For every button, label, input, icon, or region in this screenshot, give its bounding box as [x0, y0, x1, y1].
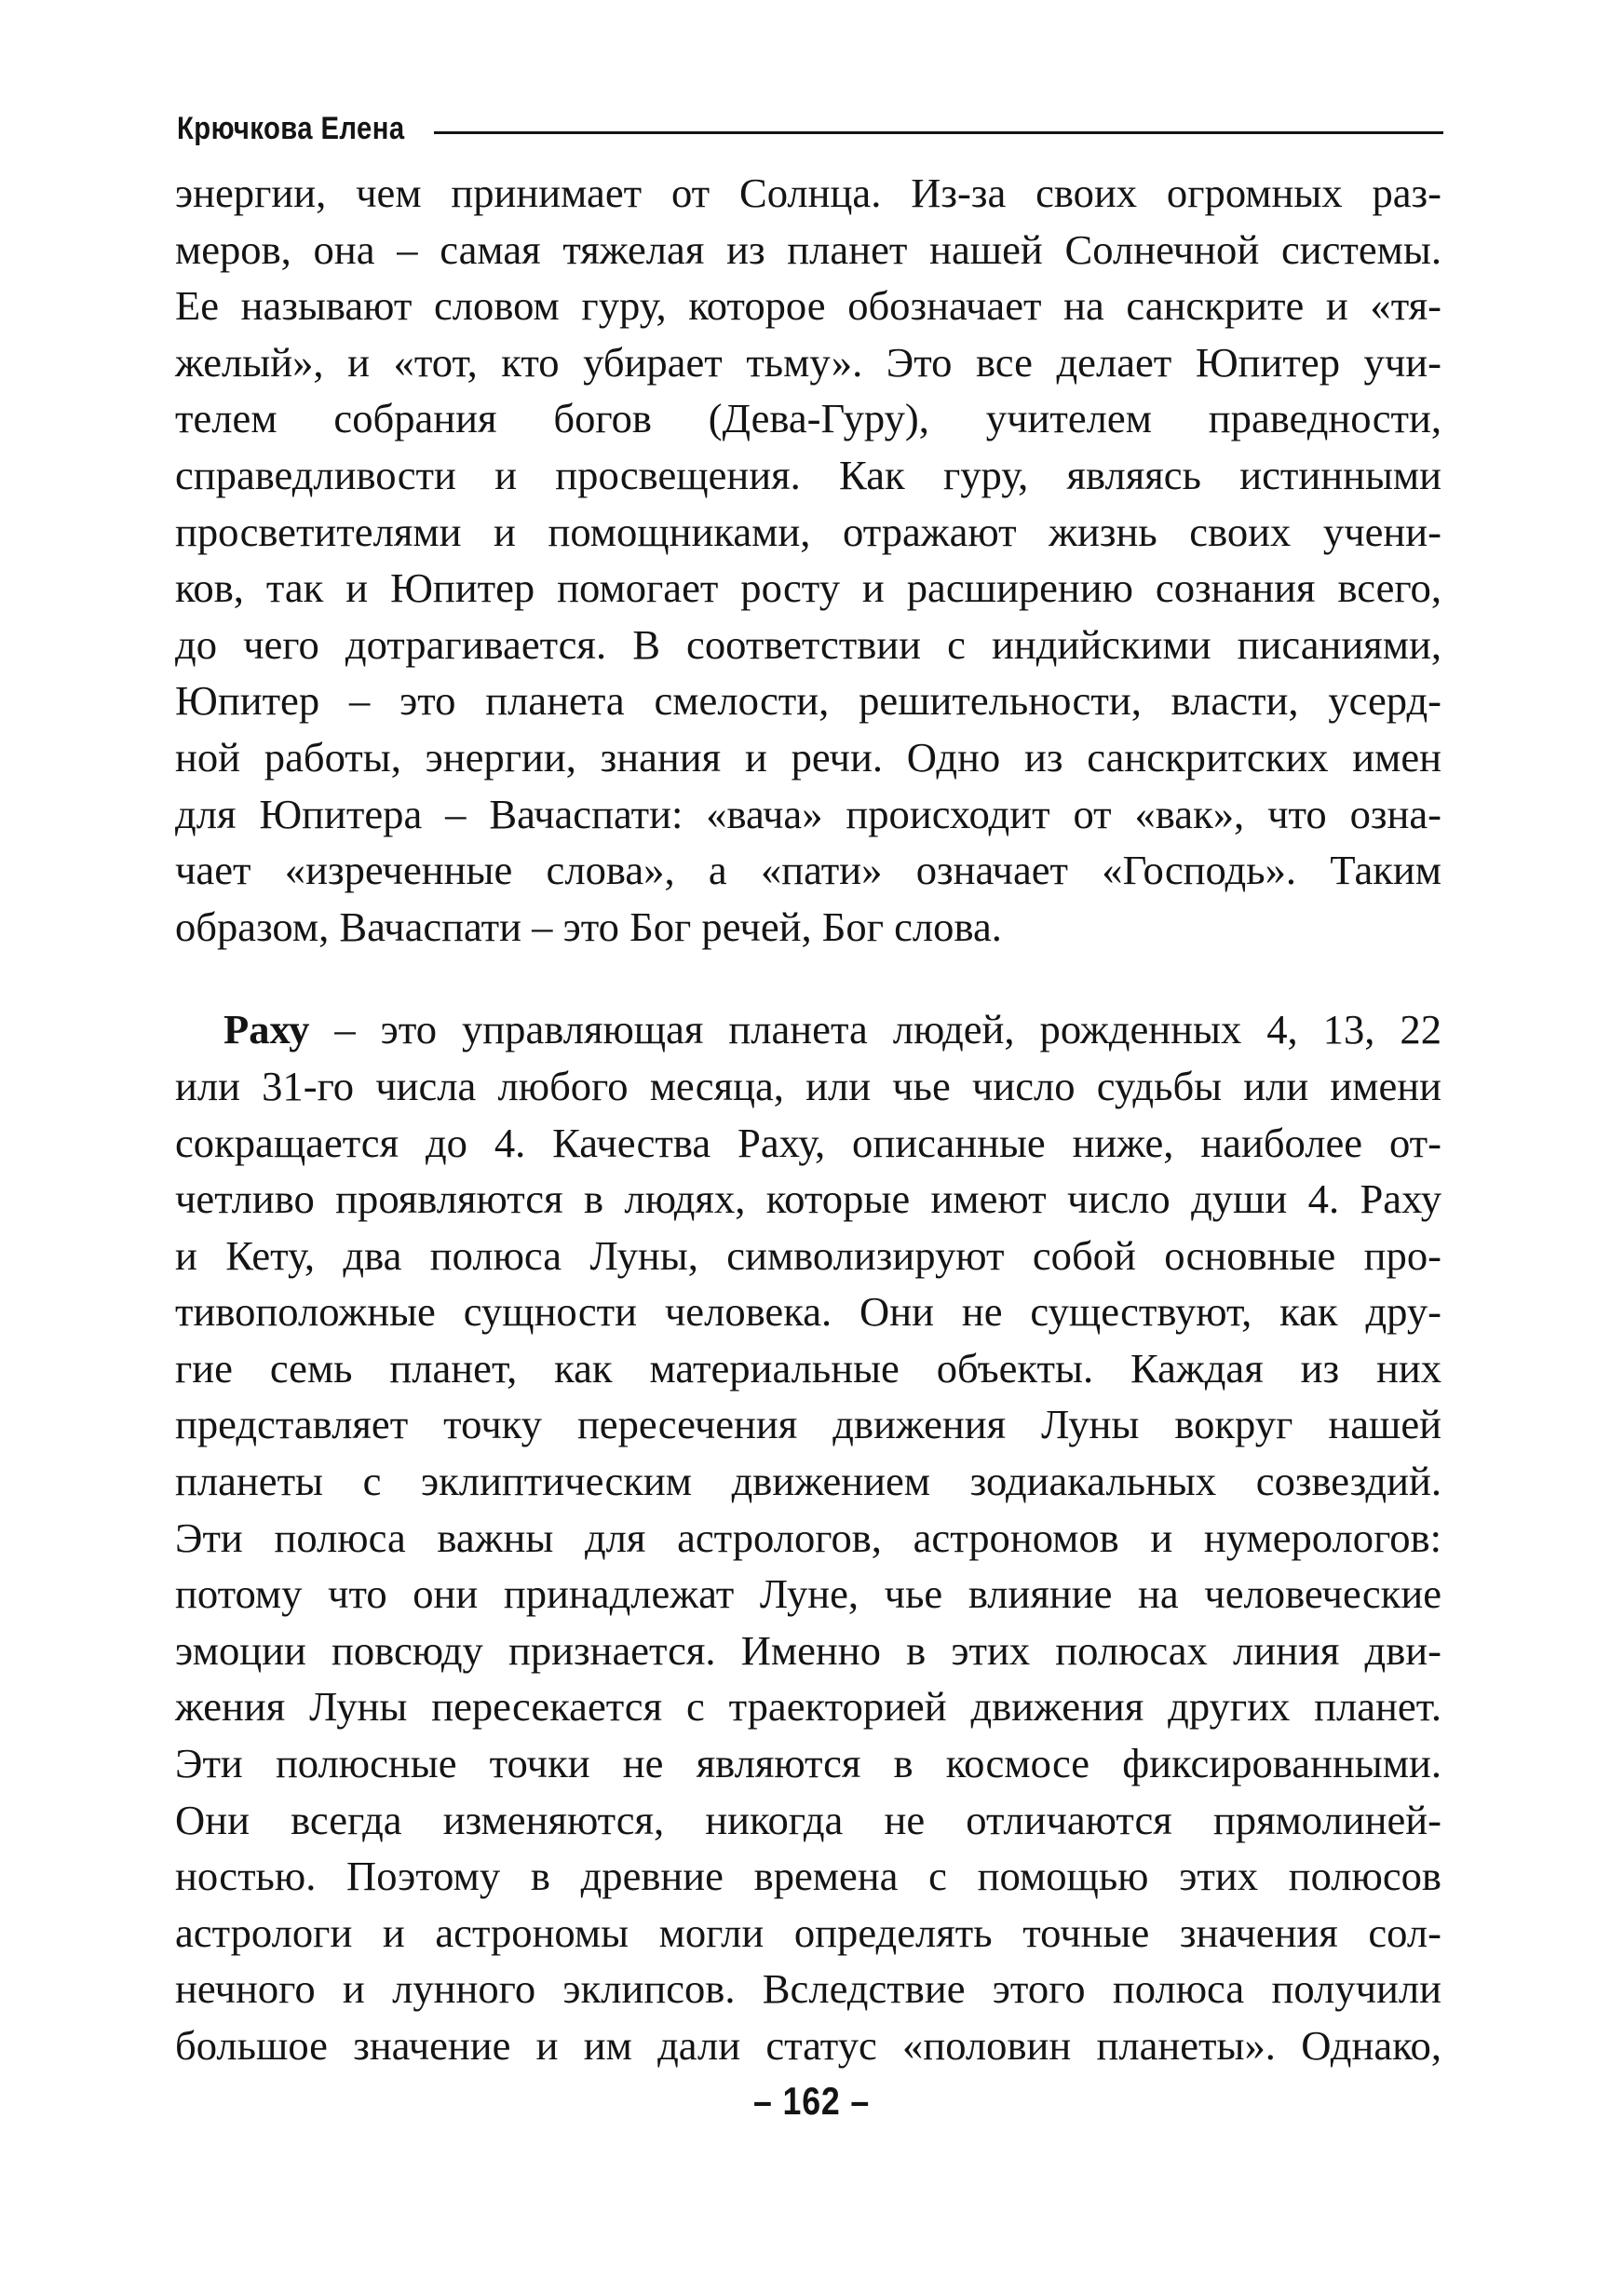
- paragraph-rahu: [175, 1001, 1441, 2073]
- text-line: гие семь планет, как материальные объекты. Каждая из них: [175, 1344, 1441, 1392]
- text-line: образом, Вачаспати – это Бог речей, Бог слова.: [175, 903, 1002, 950]
- term-rahu: Раху: [223, 1006, 310, 1053]
- running-head-author: Крючкова Елена: [177, 110, 405, 146]
- text-line: желый», и «тот, кто убирает тьму». Это все делает Юпитер учи-: [175, 338, 1441, 386]
- text-line: Ее называют словом гуру, которое обозначает на санскрите и «тя-: [175, 282, 1441, 330]
- running-head-rule: [434, 131, 1443, 134]
- text-line: или 31-го числа любого месяца, или чье число судьбы или имени: [175, 1062, 1441, 1109]
- text-line: просветителями и помощниками, отражают жизнь своих учени-: [175, 508, 1441, 555]
- text-line: жения Луны пересекается с траекторией движения других планет.: [175, 1683, 1441, 1731]
- text-line: тивоположные сущности человека. Они не существуют, как дру-: [175, 1288, 1441, 1336]
- paragraph-gap: [175, 955, 1441, 1001]
- text-line: сокращается до 4. Качества Раху, описанные ниже, наиболее от-: [175, 1119, 1441, 1166]
- text-line-lead: [175, 1001, 1441, 1058]
- text-line: энергии, чем принимает от Солнца. Из-за своих огромных раз-: [175, 170, 1441, 216]
- text-line: четливо проявляются в людях, которые имеют число души 4. Раху: [175, 1175, 1441, 1223]
- running-head: [177, 104, 1443, 153]
- text-line: астрологи и астрономы могли определять точные значения сол-: [175, 1908, 1441, 1956]
- text-line: и Кету, два полюса Луны, символизируют собой основные про-: [175, 1231, 1441, 1279]
- text-line: Эти полюса важны для астрологов, астрономов и нумерологов:: [175, 1514, 1441, 1561]
- text-line: Эти полюсные точки не являются в космосе фиксированными.: [175, 1740, 1441, 1787]
- text-line: чает «изреченные слова», а «пати» означает «Господь». Таким: [175, 847, 1441, 894]
- text-line: до чего дотрагивается. В соответствии с индийскими писаниями,: [175, 620, 1441, 668]
- page-number-text: – 162 –: [753, 2079, 871, 2123]
- text-line: потому что они принадлежат Луне, чье влияние на человеческие: [175, 1570, 1441, 1618]
- text-line: ной работы, энергии, знания и речи. Одно из санскритских имен: [175, 733, 1441, 781]
- lead-text: – это управляющая планета людей, рожденных 4, 13, 22: [309, 1006, 1441, 1053]
- text-block: [175, 165, 1441, 2074]
- text-line: ков, так и Юпитер помогает росту и расширению сознания всего,: [175, 564, 1441, 612]
- text-line: представляет точку пересечения движения Луны вокруг нашей: [175, 1401, 1441, 1448]
- text-line: ностью. Поэтому в древние времена с помощью этих полюсов: [175, 1853, 1441, 1900]
- text-line: большое значение и им дали статус «половин планеты». Однако,: [175, 2022, 1441, 2069]
- text-line: Они всегда изменяются, никогда не отличаются прямолиней-: [175, 1796, 1441, 1843]
- text-line: справедливости и просвещения. Как гуру, являясь истинными: [175, 451, 1441, 498]
- text-line: меров, она – самая тяжелая из планет нашей Солнечной системы.: [175, 225, 1441, 273]
- page-number: [0, 2079, 1624, 2124]
- text-line: для Юпитера – Вачаспати: «вача» происходит от «вак», что озна-: [175, 790, 1441, 837]
- text-line: Юпитер – это планета смелости, решительности, власти, усерд-: [175, 677, 1441, 725]
- text-line: эмоции повсюду признается. Именно в этих полюсах линия дви-: [175, 1626, 1441, 1674]
- text-line: телем собрания богов (Дева-Гуру), учителем праведности,: [175, 395, 1441, 442]
- text-line: планеты с эклиптическим движением зодиакальных созвездий.: [175, 1458, 1441, 1505]
- paragraph-jupiter: [175, 165, 1441, 955]
- text-line: нечного и лунного эклипсов. Вследствие этого полюса получили: [175, 1965, 1441, 2013]
